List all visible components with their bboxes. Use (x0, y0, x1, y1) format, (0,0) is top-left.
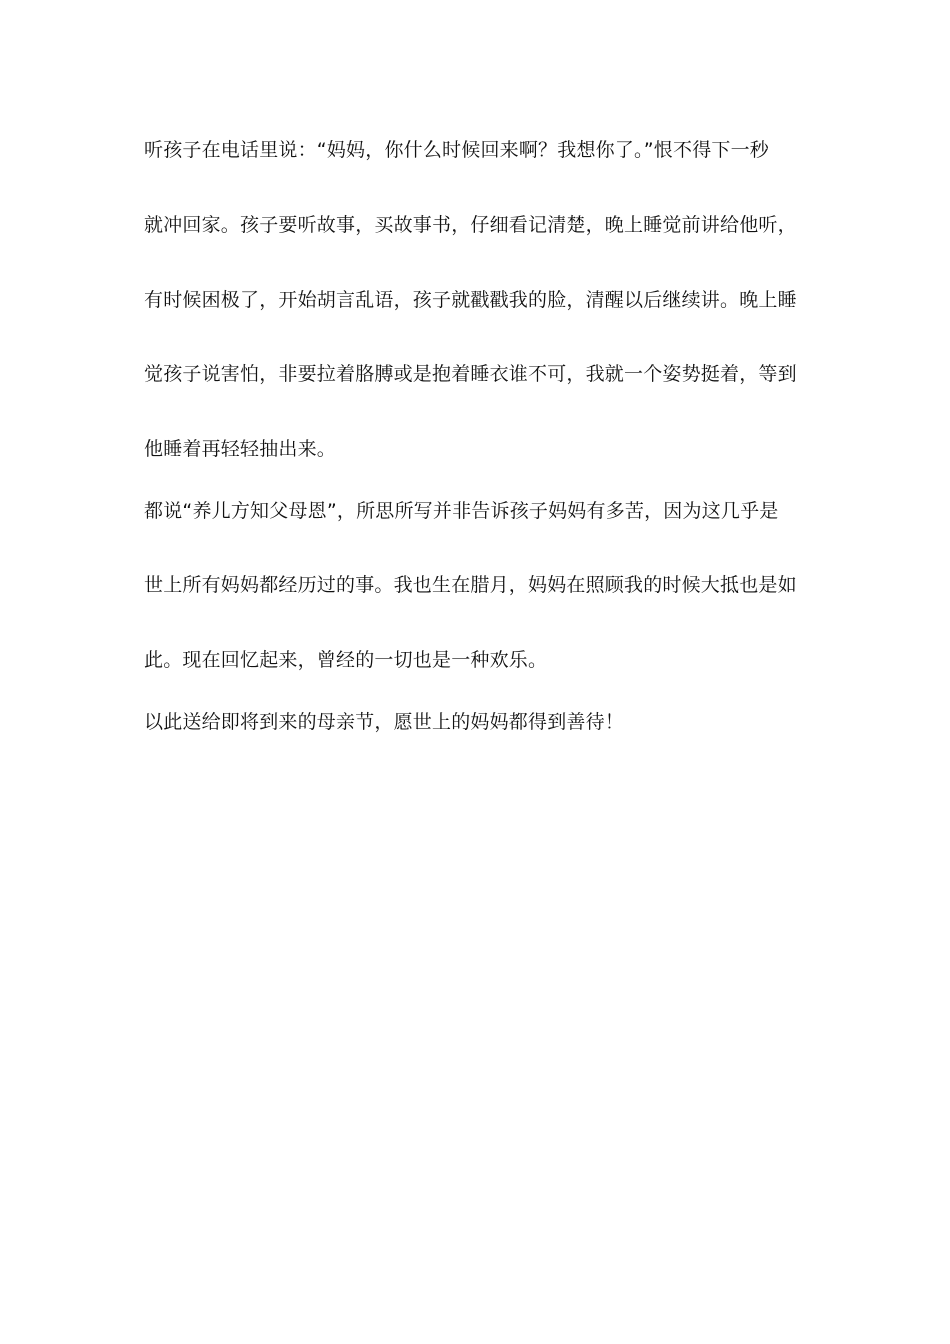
text-line: 觉孩子说害怕，非要拉着胳膊或是抱着睡衣谁不可，我就一个姿势挺着，等到 (144, 363, 797, 385)
text-line: 此。现在回忆起来，曾经的一切也是一种欢乐。 (144, 649, 548, 671)
text-line: 就冲回家。孩子要听故事，买故事书，仔细看记清楚，晚上睡觉前讲给他听， (144, 214, 797, 236)
text-line: 世上所有妈妈都经历过的事。我也生在腊月，妈妈在照顾我的时候大抵也是如 (144, 574, 797, 596)
text-line: 有时候困极了，开始胡言乱语，孩子就戳戳我的脸，清醒以后继续讲。晚上睡 (144, 289, 797, 311)
text-line: 以此送给即将到来的母亲节，愿世上的妈妈都得到善待！ (144, 711, 625, 733)
text-line: 他睡着再轻轻抽出来。 (144, 438, 337, 460)
text-line: 都说“养儿方知父母恩”，所思所写并非告诉孩子妈妈有多苦，因为这几乎是 (144, 500, 779, 522)
text-line: 听孩子在电话里说：“妈妈，你什么时候回来啊？我想你了。”恨不得下一秒 (144, 139, 769, 161)
